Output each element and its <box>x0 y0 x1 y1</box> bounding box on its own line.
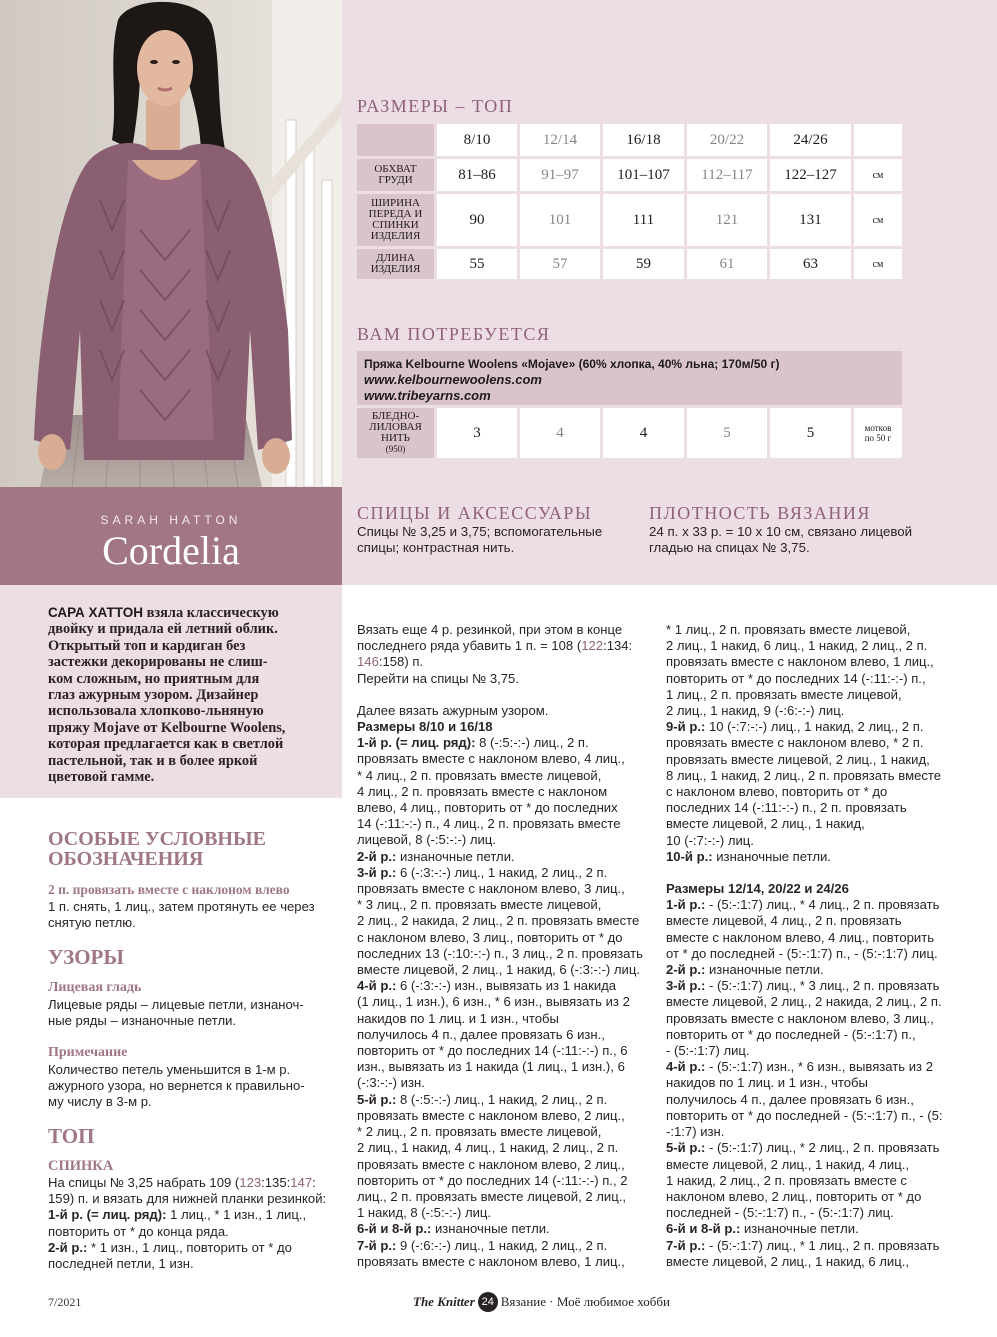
note-line2: ажурного узора, но вернется к правильно- <box>48 1078 305 1094</box>
row-text: повторить от * до последних 14 (-:11:-:-) п., 6 <box>357 1043 628 1059</box>
instruction-line <box>357 881 652 897</box>
yarn-qty-12-14: 4 <box>520 408 600 458</box>
instruction-line <box>666 946 966 962</box>
width-20-22: 121 <box>687 194 767 246</box>
instruction-line <box>666 913 966 929</box>
note-line1: Количество петель уменьшится в 1-м р. <box>48 1062 291 1077</box>
instruction-line <box>357 962 652 978</box>
instruction-line <box>357 913 652 929</box>
needles-text-line2: спицы; контрастная нить. <box>357 540 515 556</box>
yarn-color-label <box>357 408 434 458</box>
instruction-line <box>357 800 652 816</box>
row-text: 2 лиц., 2 накида, 2 лиц., 2 п. провязать вместе <box>357 913 640 929</box>
instruction-line <box>357 1092 652 1108</box>
instruction-line <box>357 1043 652 1059</box>
intro-line-2: Открытый топ и кардиган без <box>48 637 246 654</box>
col2-line-2 <box>357 654 652 670</box>
back-line1-p2: 147 <box>290 1175 313 1190</box>
row-text: изнаночные петли. <box>740 1221 859 1237</box>
instruction-line <box>666 1092 966 1108</box>
row-label-chest-line1: ОБХВАТ <box>374 163 417 175</box>
row-text: провязать вместе с наклоном влево, 1 лиц., <box>357 1253 625 1269</box>
row-text: последней - (5:-:1:7) п., - (5:-:1:7) лиц. <box>666 1205 894 1221</box>
col3-sizes2-heading: Размеры 12/14, 20/22 и 24/26 <box>666 881 849 897</box>
col3-rows <box>666 897 966 1270</box>
row-text: 10 (-:7:-:-) лиц., 1 накид, 2 лиц., 2 п. <box>705 719 924 735</box>
col2-line-3: Перейти на спицы № 3,75. <box>357 670 519 686</box>
specs-panel <box>342 0 997 585</box>
row-text: вместе лицевой, 2 лиц., 1 накид, 4 лиц., <box>666 1156 910 1172</box>
row-text: изнаночные петли. <box>705 962 824 978</box>
col2-rows <box>357 735 652 1270</box>
row-label-width <box>357 194 434 246</box>
row-text: изнаночные петли. <box>396 848 515 864</box>
instruction-line <box>357 897 652 913</box>
note-text <box>48 1062 340 1111</box>
back-row1-text: 1 лиц., * 1 изн., 1 лиц., <box>166 1207 307 1223</box>
instruction-line <box>666 1011 966 1027</box>
row-text: лицевой, 8 (-:5:-:-) лиц. <box>357 832 496 848</box>
instruction-line <box>357 1238 652 1254</box>
row-text: провязать вместе с наклоном влево, 2 лиц., <box>357 1107 625 1123</box>
chest-12-14: 91–97 <box>520 159 600 191</box>
needles-text-line1: Спицы № 3,25 и 3,75; вспомогательные <box>357 524 603 539</box>
instruction-line: повторить от * до последних 14 (-:11:-:-) п., <box>666 670 926 686</box>
chest-8-10: 81–86 <box>437 159 517 191</box>
instructions-column-2 <box>357 622 652 1270</box>
instruction-line <box>666 735 966 751</box>
instruction-line <box>357 946 652 962</box>
row-label: 2-й р.: <box>357 848 397 864</box>
back-row1-label: 1-й р. (= лиц. ряд): <box>48 1207 167 1223</box>
row-text: вместе лицевой, 2 лиц., 2 накида, 2 лиц., 2 п. <box>666 994 942 1010</box>
abbrev-def-line1: 1 п. снять, 1 лиц., затем протянуть ее через <box>48 899 315 914</box>
instruction-line <box>666 1205 966 1221</box>
gauge-heading: ПЛОТНОСТЬ ВЯЗАНИЯ <box>649 503 871 523</box>
row-label: 4-й р.: <box>357 978 397 994</box>
model-photo-illustration <box>0 0 342 487</box>
note-title: Примечание <box>48 1045 128 1060</box>
instruction-line <box>666 1238 966 1254</box>
instruction-line: * 1 лиц., 2 п. провязать вместе лицевой, <box>666 622 911 637</box>
instruction-line <box>666 897 966 913</box>
sizes-heading: РАЗМЕРЫ – ТОП <box>357 96 514 116</box>
back-line1-c: : <box>312 1175 316 1190</box>
yarn-qty-unit <box>854 408 902 458</box>
footer-magazine-subtitle: Вязание · Моё любимое хобби <box>500 1294 670 1309</box>
row-text: - (5:-:1:7) лиц., * 2 лиц., 2 п. провязать <box>705 1140 940 1156</box>
row-label: 3-й р.: <box>666 978 706 994</box>
row-text: вместе лицевой, 2 лиц., 1 накид, 6 (-:3:-:-) лиц. <box>357 962 641 978</box>
instruction-line <box>666 962 966 978</box>
instruction-line <box>357 1173 652 1189</box>
instruction-line <box>357 832 652 848</box>
instruction-line <box>357 816 652 832</box>
col2-gap <box>357 687 652 703</box>
row-text: 6 (-:3:-:-) лиц., 1 накид, 2 лиц., 2 п. <box>396 864 608 880</box>
back-row1-cont: повторить от * до конца ряда. <box>48 1223 229 1239</box>
intro-text <box>48 605 340 785</box>
chest-16-18: 101–107 <box>603 159 684 191</box>
col2-line-4: Далее вязать ажурным узором. <box>357 702 549 718</box>
row-text: - (5:-:1:7) лиц., * 3 лиц., 2 п. провязать <box>705 978 940 994</box>
instruction-line <box>666 1157 966 1173</box>
title-band <box>0 487 342 585</box>
needles-heading: СПИЦЫ И АКСЕССУАРЫ <box>357 503 593 523</box>
width-unit: см <box>854 194 902 246</box>
needles-text <box>357 524 602 557</box>
length-unit: см <box>854 249 902 279</box>
back-line1-b: :135: <box>261 1175 291 1190</box>
length-20-22: 61 <box>687 249 767 279</box>
intro-line-10: цветовой гамме. <box>48 769 155 786</box>
footer-magazine-name: The Knitter <box>413 1294 475 1309</box>
row-text: повторить от * до последней - (5:-:1:7) п., <box>666 1026 916 1042</box>
instruction-line <box>666 930 966 946</box>
row-text: с наклоном влево, 3 лиц., повторить от * до <box>357 929 623 945</box>
back-row2-label: 2-й р.: <box>48 1239 88 1255</box>
row-text: лиц., 2 п. провязать вместе лицевой, 2 лиц., <box>357 1188 626 1204</box>
back-line1-p1: 123 <box>239 1175 262 1190</box>
col2-sizes-heading: Размеры 8/10 и 16/18 <box>357 719 493 735</box>
col3-row10-label: 10-й р.: <box>666 848 713 864</box>
row-text: 2 лиц., 1 накид, 4 лиц., 1 накид, 2 лиц., 2 п. <box>357 1140 619 1156</box>
yarn-url-tribe: www.tribeyarns.com <box>364 388 491 403</box>
instruction-line <box>357 735 652 751</box>
pattern-title: Cordelia <box>102 528 240 573</box>
intro-line-3: застежки декорированы не слиш- <box>48 654 268 671</box>
instruction-line <box>666 1254 966 1270</box>
row-text: * 4 лиц., 2 п. провязать вместе лицевой, <box>357 767 602 783</box>
instruction-line <box>666 800 966 816</box>
instruction-line <box>357 930 652 946</box>
row-text: получилось 4 п., далее провязать 6 изн., <box>357 1026 605 1042</box>
issue-number: 7/2021 <box>48 1295 82 1309</box>
back-text <box>48 1175 340 1272</box>
abbrev-heading-line2: ОБОЗНАЧЕНИЯ <box>48 848 204 870</box>
row-text: провязать вместе с наклоном влево, 2 лиц., <box>357 1156 625 1172</box>
stockinette-line2: ные ряды – изнаночные петли. <box>48 1013 237 1029</box>
instruction-line <box>357 849 652 865</box>
row-text: последних 13 (-:10:-:-) п., 3 лиц., 2 п. провязать <box>357 945 643 961</box>
abbrev-heading <box>48 829 266 869</box>
row-text: 8 (-:5:-:-) лиц., 2 п. <box>475 735 589 751</box>
col2-line-1-pink: 122 <box>581 638 604 654</box>
instruction-line <box>666 833 966 849</box>
width-12-14: 101 <box>520 194 600 246</box>
col3-gap <box>666 865 966 881</box>
abbrev-heading-line1: ОСОБЫЕ УСЛОВНЫЕ <box>48 828 266 850</box>
instruction-line <box>357 1221 652 1237</box>
row-label-width-line1: ШИРИНА <box>371 197 420 209</box>
intro-line-6: использовала хлопково-льняную <box>48 703 264 720</box>
chest-20-22: 112–117 <box>687 159 767 191</box>
intro-line-4: ком сложным, но приятным для <box>48 670 260 687</box>
row-text: получилось 4 п., далее провязать 6 изн., <box>666 1091 914 1107</box>
length-8-10: 55 <box>437 249 517 279</box>
intro-lead: САРА ХАТТОН <box>48 605 143 620</box>
instruction-line <box>357 1027 652 1043</box>
row-text: провязать вместе с наклоном влево, 4 лиц., <box>357 751 625 767</box>
row-text: - (5:-:1:7) изн., * 6 изн., вывязать из 2 <box>705 1059 933 1075</box>
instruction-line <box>357 865 652 881</box>
instruction-line <box>357 1059 652 1075</box>
instruction-line <box>357 1205 652 1221</box>
width-8-10: 90 <box>437 194 517 246</box>
size-header-blank <box>854 124 902 156</box>
instruction-line <box>666 1043 966 1059</box>
row-label-width-line2: ПЕРЕДА И <box>368 208 423 220</box>
instruction-line <box>666 1173 966 1189</box>
instruction-line <box>357 1157 652 1173</box>
col2-line-2-pink: 146 <box>357 654 379 670</box>
row-text: * 2 лиц., 2 п. провязать вместе лицевой, <box>357 1124 602 1140</box>
materials-heading: ВАМ ПОТРЕБУЕТСЯ <box>357 324 551 344</box>
row-label-chest <box>357 159 434 191</box>
back-heading: СПИНКА <box>48 1158 114 1174</box>
yarn-unit-line2: по 50 г <box>864 433 892 443</box>
instructions-column-3 <box>666 622 966 1270</box>
intro-line-5: глаз ажурным узором. Дизайнер <box>48 687 259 704</box>
row-text: - (5:-:1:7) лиц., * 4 лиц., 2 п. провязать <box>705 897 940 913</box>
instruction-line <box>357 768 652 784</box>
row-text: 9 (-:6:-:-) лиц., 1 накид, 2 лиц., 2 п. <box>396 1237 608 1253</box>
row-text: наклоном влево, 2 лиц., повторить от * до <box>666 1188 922 1204</box>
row-text: накидов по 1 лиц. и 1 изн., чтобы <box>666 1075 868 1091</box>
row-text: 14 (-:11:-:-) п., 4 лиц., 2 п. провязать вместе <box>357 816 621 832</box>
yarn-color-code: (950) <box>385 444 406 454</box>
row-text: (1 лиц., 1 изн.), 6 изн., * 6 изн., вывязать из 2 <box>357 994 630 1010</box>
width-16-18: 111 <box>603 194 684 246</box>
yarn-qty-8-10: 3 <box>437 408 517 458</box>
row-text: 8 лиц., 1 накид, 2 лиц., 2 п. провязать вместе <box>666 767 942 783</box>
abbrev-def-line2: снятую петлю. <box>48 915 136 931</box>
row-label: 1-й р. (= лиц. ряд): <box>357 735 476 751</box>
abbrev-term: 2 п. провязать вместе с наклоном влево <box>48 882 290 897</box>
back-line1-a: На спицы № 3,25 набрать 109 ( <box>48 1175 240 1190</box>
row-label: 1-й р.: <box>666 897 706 913</box>
row-label: 6-й и 8-й р.: <box>357 1221 432 1237</box>
row-label: 6-й и 8-й р.: <box>666 1221 741 1237</box>
row-text: изн., вывязать из 1 накида (1 лиц., 1 изн.), 6 <box>357 1059 625 1075</box>
row-label-length-line1: ДЛИНА <box>376 252 415 264</box>
row-label: 4-й р.: <box>666 1059 706 1075</box>
yarn-color-line3: НИТЬ <box>381 432 410 444</box>
row-label: 9-й р.: <box>666 719 706 735</box>
model-photo <box>0 0 342 487</box>
instruction-line: 2 лиц., 1 накид, 6 лиц., 1 накид, 2 лиц., 2 п. <box>666 638 928 654</box>
instruction-line <box>666 1140 966 1156</box>
instruction-line: 2 лиц., 1 накид, 9 (-:6:-:-) лиц. <box>666 703 845 719</box>
row-text: - (5:-:1:7) лиц. <box>666 1043 750 1059</box>
instruction-line <box>666 784 966 800</box>
instruction-line <box>666 816 966 832</box>
row-text: провязать вместе с наклоном влево, 3 лиц., <box>357 881 625 897</box>
length-16-18: 59 <box>603 249 684 279</box>
gauge-text <box>649 524 912 557</box>
chest-24-26: 122–127 <box>770 159 851 191</box>
row-text: от * до последней - (5:-:1:7) п., - (5:-:1:7) лиц. <box>666 945 938 961</box>
back-row2-cont: последней петли, 1 изн. <box>48 1256 194 1272</box>
yarn-color-line1: БЛЕДНО- <box>371 410 420 422</box>
col2-line-1-text: последнего ряда убавить 1 п. = 108 ( <box>357 638 582 654</box>
row-text: -:1:7) изн. <box>666 1124 725 1140</box>
row-label-length-line2: ИЗДЕЛИЯ <box>370 263 421 275</box>
instruction-line <box>666 752 966 768</box>
yarn-qty-16-18: 4 <box>603 408 684 458</box>
col3-row9 <box>666 719 966 849</box>
intro-line-0: взяла классическую <box>142 605 279 621</box>
row-text: 1 накид, 2 лиц., 2 п. провязать вместе с <box>666 1172 907 1188</box>
col2-line-1 <box>357 638 652 654</box>
col2-line-2-rest: :158) п. <box>378 654 424 670</box>
row-text: * 3 лиц., 2 п. провязать вместе лицевой, <box>357 897 602 913</box>
magazine-footer <box>413 1292 670 1312</box>
row-text: 1 накид, 8 (-:5:-:-) лиц. <box>357 1205 492 1221</box>
patterns-heading: УЗОРЫ <box>48 945 125 969</box>
yarn-qty-24-26: 5 <box>770 408 851 458</box>
row-label-chest-line2: ГРУДИ <box>378 174 413 186</box>
row-text: вместе с наклоном влево, 4 лиц., повторить <box>666 929 935 945</box>
yarn-band <box>357 351 902 405</box>
chest-unit: см <box>854 159 902 191</box>
row-text: накидов по 1 лиц. и 1 изн., чтобы <box>357 1010 559 1026</box>
intro-line-1: двойку и придала ей летний облик. <box>48 621 278 638</box>
instruction-line <box>666 1075 966 1091</box>
instruction-line <box>666 1189 966 1205</box>
yarn-color-line2: ЛИЛОВАЯ <box>369 421 422 433</box>
row-label-width-line4: ИЗДЕЛИЯ <box>370 230 421 242</box>
row-label: 5-й р.: <box>357 1091 397 1107</box>
yarn-url-kelbourne: www.kelbournewoolens.com <box>364 372 542 387</box>
instruction-line <box>666 1059 966 1075</box>
instruction-line <box>666 994 966 1010</box>
instruction-line <box>357 1124 652 1140</box>
row-label-width-line3: СПИНКИ <box>372 219 419 231</box>
size-header-20-22: 20/22 <box>687 124 767 156</box>
note-line3: му числу в 3-м р. <box>48 1094 152 1110</box>
instruction-line <box>666 1027 966 1043</box>
gauge-text-line1: 24 п. х 33 р. = 10 х 10 см, связано лицевой <box>649 524 913 539</box>
top-heading: ТОП <box>48 1124 95 1148</box>
yarn-unit-line1: мотков <box>864 423 892 433</box>
instruction-line <box>666 719 966 735</box>
row-text: 10 (-:7:-:-) лиц. <box>666 832 754 848</box>
row-text: последних 14 (-:11:-:-) п., 2 п. провязать <box>666 800 907 816</box>
row-text: повторить от * до последней - (5:-:1:7) п., - (5: <box>666 1107 943 1123</box>
length-12-14: 57 <box>520 249 600 279</box>
row-text: повторить от * до последних 14 (-:11:-:-) п., 2 <box>357 1172 628 1188</box>
instruction-line <box>357 1140 652 1156</box>
col3-row10-text: изнаночные петли. <box>712 848 831 864</box>
instruction-line <box>666 1221 966 1237</box>
row-text: вместе лицевой, 2 лиц., 1 накид, 6 лиц., <box>666 1253 910 1269</box>
page-number: 24 <box>478 1292 498 1312</box>
instruction-line <box>357 978 652 994</box>
row-text: (-:3:-:-) изн. <box>357 1075 425 1091</box>
row-text: провязать вместе лицевой, 2 лиц., 1 накид, <box>666 751 930 767</box>
row-label: 7-й р.: <box>666 1237 706 1253</box>
intro-line-7: пряжу Mojave от Kelbourne Woolens, <box>48 719 286 736</box>
instruction-line <box>357 1189 652 1205</box>
yarn-qty-20-22: 5 <box>687 408 767 458</box>
instruction-line <box>666 768 966 784</box>
instruction-line <box>357 784 652 800</box>
row-text: - (5:-:1:7) лиц., * 1 лиц., 2 п. провязать <box>705 1237 940 1253</box>
instruction-line <box>357 751 652 767</box>
row-text: 8 (-:5:-:-) лиц., 1 накид, 2 лиц., 2 п. <box>396 1091 608 1107</box>
row-text: 4 лиц., 2 п. провязать вместе с наклоном <box>357 783 608 799</box>
instruction-line <box>357 994 652 1010</box>
col3-top <box>666 622 966 719</box>
col2-line-0: Вязать еще 4 р. резинкой, при этом в конце <box>357 622 623 637</box>
size-header-24-26: 24/26 <box>770 124 851 156</box>
abbrev-def <box>48 899 340 931</box>
row-text: влево, 4 лиц., повторить от * до последних <box>357 800 618 816</box>
gauge-text-line2: гладью на спицах № 3,75. <box>649 540 810 556</box>
back-row2-text: * 1 изн., 1 лиц., повторить от * до <box>87 1239 292 1255</box>
instruction-line: провязать вместе с наклоном влево, 1 лиц., <box>666 654 934 670</box>
back-line2: 159) п. и вязать для нижней планки резинкой: <box>48 1191 327 1207</box>
intro-line-8: которая предлагается как в светлой <box>48 736 284 753</box>
back-line1 <box>48 1175 340 1191</box>
instruction-line <box>666 1124 966 1140</box>
row-label-length <box>357 249 434 279</box>
yarn-description: Пряжа Kelbourne Woolens «Mojave» (60% хлопка, 40% льна; 170м/50 г) <box>364 357 780 371</box>
width-24-26: 131 <box>770 194 851 246</box>
size-header-corner <box>357 124 434 156</box>
intro-line-9: пастельной, так и в более яркой <box>48 752 258 769</box>
designer-name: SARAH HATTON <box>100 513 242 527</box>
row-text: вместе лицевой, 2 лиц., 1 накид, <box>666 816 865 832</box>
row-text: провязать вместе с наклоном влево, 3 лиц., <box>666 1010 934 1026</box>
row-label: 7-й р.: <box>357 1237 397 1253</box>
size-header-8-10: 8/10 <box>437 124 517 156</box>
row-text: с наклоном влево, повторить от * до <box>666 784 888 800</box>
instruction-line <box>357 1254 652 1270</box>
row-label: 2-й р.: <box>666 962 706 978</box>
row-text: изнаночные петли. <box>431 1221 550 1237</box>
size-header-16-18: 16/18 <box>603 124 684 156</box>
row-text: вместе лицевой, 4 лиц., 2 п. провязать <box>666 913 902 929</box>
instruction-line <box>357 1108 652 1124</box>
instruction-line <box>666 1108 966 1124</box>
row-label: 5-й р.: <box>666 1140 706 1156</box>
instruction-line <box>357 1075 652 1091</box>
instruction-line <box>357 1011 652 1027</box>
col3-row10 <box>666 849 966 865</box>
size-header-12-14: 12/14 <box>520 124 600 156</box>
instruction-line: 1 лиц., 2 п. провязать вместе лицевой, <box>666 686 902 702</box>
row-text: провязать вместе с наклоном влево, * 2 п. <box>666 735 924 751</box>
stockinette-line1: Лицевые ряды – лицевые петли, изнаноч- <box>48 997 304 1012</box>
stockinette-text <box>48 997 340 1029</box>
stockinette-title: Лицевая гладь <box>48 980 142 995</box>
row-label: 3-й р.: <box>357 864 397 880</box>
length-24-26: 63 <box>770 249 851 279</box>
instruction-line <box>666 978 966 994</box>
row-text: 6 (-:3:-:-) изн., вывязать из 1 накида <box>396 978 617 994</box>
col2-line-1-rest: :134: <box>603 638 633 654</box>
